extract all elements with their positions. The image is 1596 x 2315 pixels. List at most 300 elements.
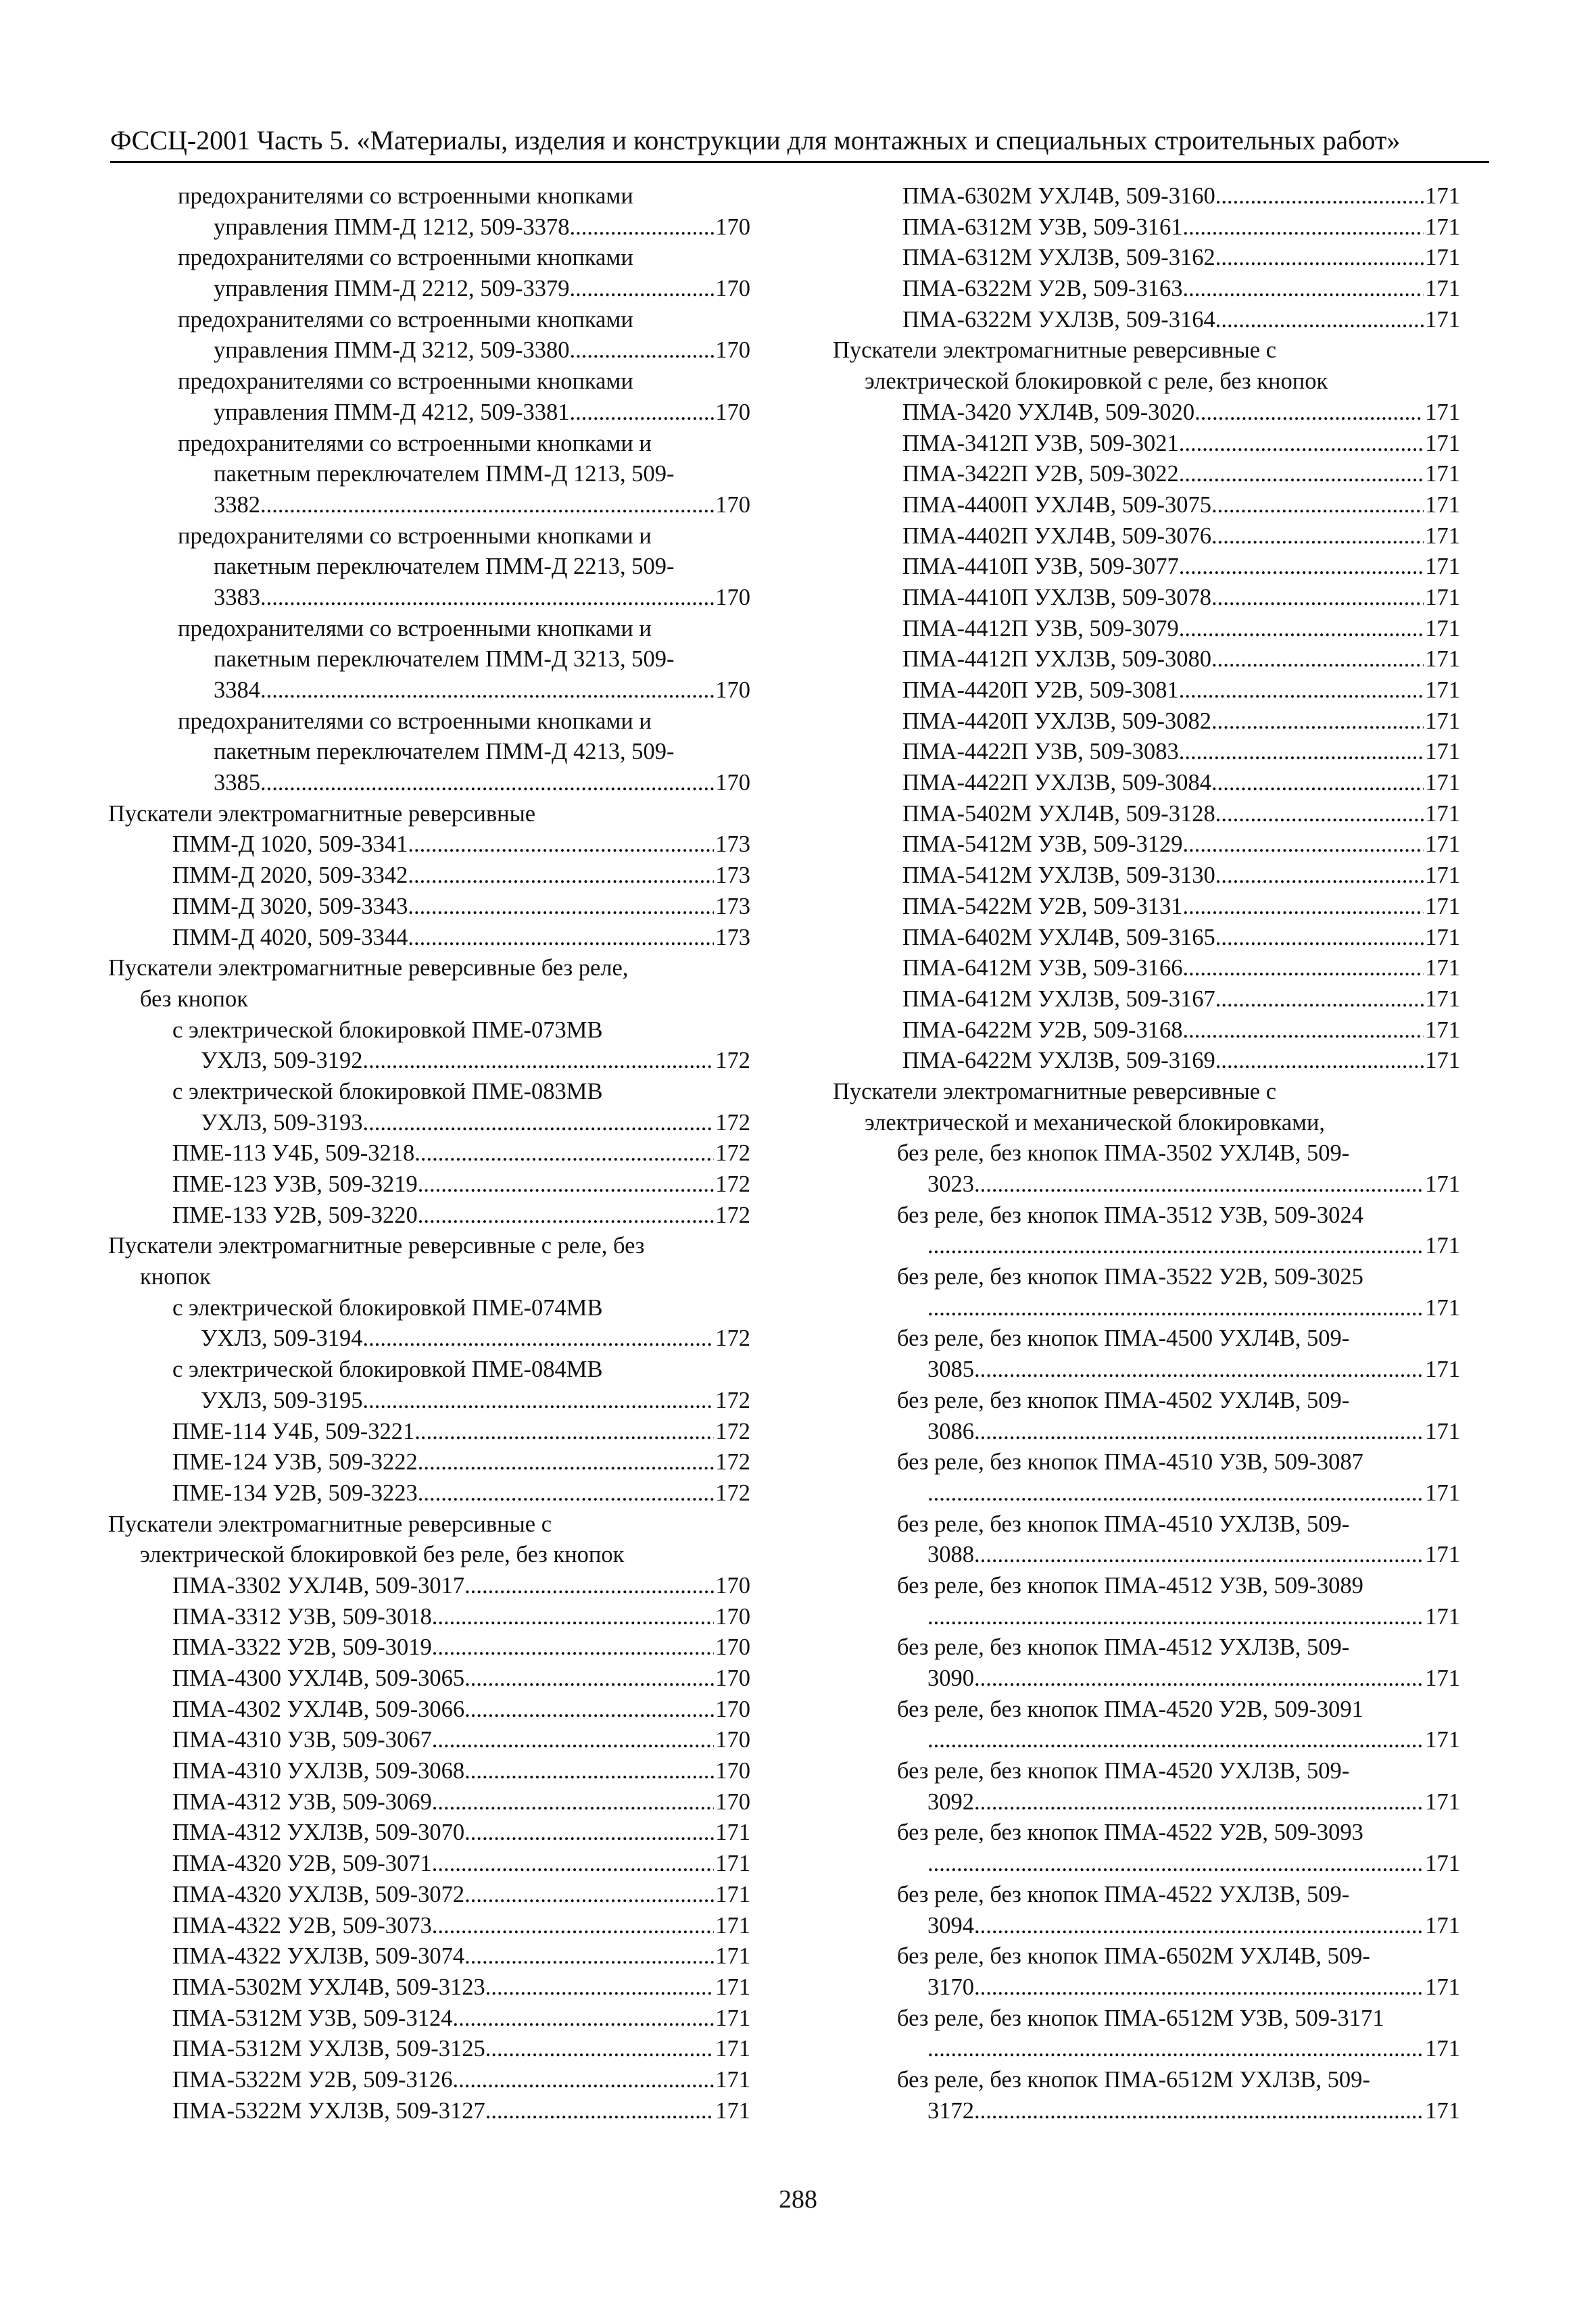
- index-entry: [108, 305, 750, 336]
- index-entry-text: ПМА-3312 У3В, 509-3018: [172, 1603, 432, 1630]
- dot-leader: [1215, 1046, 1424, 1077]
- index-entry-text: 3170: [927, 1974, 974, 2000]
- index-entry-text: предохранителями со встроенными кнопками и: [178, 522, 652, 549]
- index-entry-text: с электрической блокировкой ПМЕ-074МВ: [172, 1294, 603, 1321]
- dot-leader: [569, 335, 714, 366]
- index-entry: [833, 366, 1460, 397]
- index-entry-page: 170: [715, 677, 750, 703]
- index-entry-page: 171: [1425, 584, 1460, 610]
- index-entry-page: 171: [715, 1943, 750, 1970]
- dot-leader: [1179, 675, 1424, 706]
- index-entry-text: без реле, без кнопок ПМА-4510 УХЛ3В, 509-: [897, 1511, 1350, 1537]
- dot-leader: [927, 1478, 1424, 1509]
- index-entry: [833, 583, 1460, 614]
- index-entry: [108, 675, 750, 706]
- index-entry: [108, 1355, 750, 1386]
- index-entry-page: 171: [1425, 893, 1460, 919]
- index-entry-text: 3092: [927, 1788, 974, 1815]
- index-entry: [833, 1818, 1460, 1849]
- index-entry-page: 173: [715, 924, 750, 950]
- index-entry-text: ПМА-6312М УХЛ3В, 509-3162: [902, 245, 1215, 271]
- index-entry-text: ПММ-Д 3020, 509-3343: [172, 893, 408, 919]
- index-entry: [108, 429, 750, 460]
- index-entry-page: 172: [715, 1325, 750, 1352]
- index-entry: [108, 274, 750, 305]
- index-entry-page: 171: [715, 1820, 750, 1846]
- index-entry-text: ПММ-Д 1020, 509-3341: [172, 831, 408, 858]
- index-entry-text: Пускатели электромагнитные реверсивные с: [833, 1078, 1277, 1104]
- index-entry: [833, 829, 1460, 860]
- index-entry-text: ПМА-4400П УХЛ4В, 509-3075: [902, 491, 1212, 518]
- index-entry-text: ПММ-Д 2020, 509-3342: [172, 862, 408, 889]
- index-entry-text: 3383: [214, 584, 260, 610]
- index-entry: [108, 1880, 750, 1911]
- index-entry-text: ПМА-4320 УХЛ3В, 509-3072: [172, 1881, 465, 1907]
- index-entry-page: 171: [1425, 214, 1460, 240]
- index-entry: [833, 1386, 1460, 1417]
- index-entry-page: 171: [715, 1912, 750, 1939]
- dot-leader: [485, 1972, 714, 2003]
- index-entry: [108, 1138, 750, 1169]
- index-entry: [833, 429, 1460, 460]
- index-entry-text: электрической и механической блокировками,: [865, 1109, 1326, 1136]
- index-entry: [833, 1941, 1460, 1972]
- index-entry: [833, 768, 1460, 799]
- index-entry: [833, 644, 1460, 675]
- dot-leader: [974, 1417, 1424, 1448]
- index-entry-text: с электрической блокировкой ПМЕ-083МВ: [172, 1078, 603, 1104]
- index-entry-text: предохранителями со встроенными кнопками и: [178, 430, 652, 456]
- dot-leader: [464, 1941, 714, 1972]
- index-entry-text: ПМА-6422М У2В, 509-3168: [902, 1017, 1183, 1043]
- index-entry-text: ПМА-4300 УХЛ4В, 509-3065: [172, 1665, 465, 1691]
- index-entry: [833, 521, 1460, 552]
- index-entry-page: 171: [1425, 2036, 1460, 2062]
- index-entry: [108, 768, 750, 799]
- index-entry-page: 171: [1425, 1603, 1460, 1630]
- running-header: ФССЦ-2001 Часть 5. «Материалы, изделия и конструкции для монтажных и специальных строительных работ»: [110, 123, 1489, 163]
- index-entry: [108, 860, 750, 892]
- index-entry-text: ПМА-4320 У2В, 509-3071: [172, 1851, 432, 1877]
- dot-leader: [569, 212, 714, 243]
- dot-leader: [974, 1787, 1424, 1818]
- index-entry: [108, 2065, 750, 2096]
- index-entry: [833, 1695, 1460, 1726]
- index-entry-text: ПМЕ-113 У4Б, 509-3218: [172, 1140, 415, 1167]
- index-entry-text: ПМА-6412М У3В, 509-3166: [902, 955, 1183, 981]
- index-entry: [108, 799, 750, 830]
- index-entry: [833, 2034, 1460, 2065]
- dot-leader: [927, 1231, 1424, 1262]
- index-entry-text: ПМА-4310 УХЛ3В, 509-3068: [172, 1758, 465, 1784]
- index-entry-page: 171: [1425, 924, 1460, 950]
- index-entry-page: 171: [1425, 306, 1460, 333]
- index-entry: [108, 984, 750, 1015]
- index-entry: [108, 892, 750, 923]
- index-entry-page: 171: [1425, 770, 1460, 796]
- index-entry: [108, 459, 750, 490]
- index-entry: [108, 1941, 750, 1972]
- index-entry: [108, 1015, 750, 1046]
- dot-leader: [1182, 274, 1424, 305]
- index-entry-text: 3382: [214, 491, 260, 518]
- index-entry-page: 173: [715, 831, 750, 858]
- dot-leader: [1211, 490, 1424, 521]
- index-entry: [108, 1663, 750, 1695]
- index-entry-page: 171: [1425, 1480, 1460, 1506]
- index-entry: [108, 1478, 750, 1509]
- index-entry: [833, 1015, 1460, 1046]
- dot-leader: [1215, 860, 1424, 892]
- dot-leader: [362, 1046, 714, 1077]
- index-entry-text: 3384: [214, 677, 260, 703]
- dot-leader: [1215, 181, 1424, 212]
- index-entry: [833, 274, 1460, 305]
- index-entry-text: предохранителями со встроенными кнопками: [178, 306, 633, 333]
- dot-leader: [464, 1663, 714, 1695]
- dot-leader: [418, 1478, 715, 1509]
- dot-leader: [408, 860, 714, 892]
- index-entry: [833, 675, 1460, 706]
- index-entry: [108, 1602, 750, 1633]
- index-entry: [108, 1509, 750, 1540]
- index-entry: [833, 335, 1460, 366]
- dot-leader: [927, 1293, 1424, 1324]
- index-entry: [108, 1818, 750, 1849]
- page-number: 288: [779, 2185, 817, 2214]
- index-entry-text: ПМА-4420П У2В, 509-3081: [902, 677, 1179, 703]
- dot-leader: [485, 2034, 714, 2065]
- index-entry-text: ПМА-4322 У2В, 509-3073: [172, 1912, 432, 1939]
- index-entry-text: ПМА-6422М УХЛ3В, 509-3169: [902, 1048, 1215, 1074]
- index-entry-page: 172: [715, 1109, 750, 1136]
- index-entry: [833, 1046, 1460, 1077]
- index-entry: [833, 953, 1460, 984]
- index-entry: [833, 1262, 1460, 1293]
- index-entry-text: предохранителями со встроенными кнопками: [178, 245, 633, 271]
- index-entry-text: без реле, без кнопок ПМА-4520 УХЛ3В, 509-: [897, 1758, 1350, 1784]
- index-entry: [108, 1293, 750, 1324]
- index-entry: [108, 212, 750, 243]
- index-entry-page: 171: [1425, 985, 1460, 1012]
- index-entry-text: УХЛ3, 509-3194: [201, 1325, 363, 1352]
- index-entry: [833, 737, 1460, 768]
- index-entry-text: ПМА-6322М УХЛ3В, 509-3164: [902, 306, 1215, 333]
- dot-leader: [1182, 1015, 1424, 1046]
- index-entry: [108, 923, 750, 954]
- index-entry: [108, 1077, 750, 1108]
- index-entry-text: пакетным переключателем ПММ-Д 2213, 509-: [214, 554, 675, 580]
- index-entry: [833, 1417, 1460, 1448]
- index-entry-page: 172: [715, 1202, 750, 1228]
- index-entry-page: 172: [715, 1449, 750, 1476]
- index-entry-page: 171: [1425, 554, 1460, 580]
- index-entry-page: 171: [1425, 1233, 1460, 1259]
- index-entry-text: управления ПММ-Д 2212, 509-3379: [214, 276, 570, 302]
- index-entry: [108, 521, 750, 552]
- index-entry: [108, 1447, 750, 1478]
- index-entry: [108, 2034, 750, 2065]
- index-entry: [833, 614, 1460, 645]
- index-entry-page: 171: [1425, 399, 1460, 425]
- dot-leader: [414, 1417, 714, 1448]
- dot-leader: [1182, 892, 1424, 923]
- index-entry: [108, 1632, 750, 1663]
- dot-leader: [418, 1169, 715, 1200]
- index-entry-text: ПМА-5312М УХЛ3В, 509-3125: [172, 2036, 485, 2062]
- dot-leader: [1211, 768, 1424, 799]
- index-entry-page: 171: [1425, 862, 1460, 889]
- index-entry: [833, 552, 1460, 583]
- dot-leader: [974, 1911, 1424, 1942]
- dot-leader: [927, 2034, 1424, 2065]
- index-entry-text: ПМА-6302М УХЛ4В, 509-3160: [902, 183, 1215, 209]
- index-entry-page: 171: [715, 1974, 750, 2000]
- dot-leader: [260, 768, 714, 799]
- index-entry-page: 170: [715, 1758, 750, 1784]
- index-entry-text: ПМА-3322 У2В, 509-3019: [172, 1634, 432, 1661]
- index-entry-page: 172: [715, 1140, 750, 1167]
- index-entry: [833, 1077, 1460, 1108]
- index-entry: [833, 1849, 1460, 1880]
- index-entry-text: ПМА-4410П У3В, 509-3077: [902, 554, 1179, 580]
- dot-leader: [432, 1911, 714, 1942]
- dot-leader: [1211, 521, 1424, 552]
- dot-leader: [418, 1200, 715, 1232]
- dot-leader: [362, 1108, 714, 1139]
- index-entry-page: 171: [715, 2005, 750, 2031]
- index-entry-page: 173: [715, 893, 750, 919]
- index-entry-text: ПМА-4322 УХЛ3В, 509-3074: [172, 1943, 465, 1970]
- index-entry: [108, 614, 750, 645]
- index-entry: [833, 860, 1460, 892]
- dot-leader: [260, 490, 714, 521]
- index-entry: [108, 490, 750, 521]
- index-entry-text: 3090: [927, 1665, 974, 1691]
- index-entry: [833, 1231, 1460, 1262]
- dot-leader: [974, 1169, 1424, 1200]
- index-entry-text: без реле, без кнопок ПМА-4512 УХЛ3В, 509-: [897, 1634, 1350, 1661]
- index-entry-text: ПМЕ-124 У3В, 509-3222: [172, 1449, 418, 1476]
- index-entry-page: 170: [715, 337, 750, 364]
- index-entry-text: Пускатели электромагнитные реверсивные с: [833, 337, 1277, 364]
- index-entry-text: Пускатели электромагнитные реверсивные без реле,: [108, 955, 629, 981]
- index-entry-page: 171: [1425, 1017, 1460, 1043]
- index-entry-text: ПМА-3420 УХЛ4В, 509-3020: [902, 399, 1195, 425]
- index-entry-text: пакетным переключателем ПММ-Д 3213, 509-: [214, 646, 675, 673]
- index-entry: [108, 1323, 750, 1355]
- dot-leader: [974, 2096, 1424, 2127]
- dot-leader: [464, 1880, 714, 1911]
- dot-leader: [1179, 429, 1424, 460]
- index-entry: [108, 1417, 750, 1448]
- index-entry: [833, 397, 1460, 429]
- dot-leader: [974, 1540, 1424, 1571]
- index-entry-page: 172: [715, 1480, 750, 1506]
- index-entry-text: пакетным переключателем ПММ-Д 4213, 509-: [214, 739, 675, 765]
- dot-leader: [432, 1849, 714, 1880]
- index-entry-page: 171: [715, 2066, 750, 2093]
- index-entry-page: 171: [1425, 739, 1460, 765]
- index-entry-text: УХЛ3, 509-3192: [201, 1048, 363, 1074]
- index-entry: [108, 1108, 750, 1139]
- index-entry-page: 171: [1425, 1974, 1460, 2000]
- index-entry-text: ПМА-3422П У2В, 509-3022: [902, 461, 1179, 487]
- dot-leader: [418, 1447, 715, 1478]
- dot-leader: [1194, 397, 1424, 429]
- index-entry-text: Пускатели электромагнитные реверсивные: [108, 800, 536, 827]
- index-entry: [108, 1849, 750, 1880]
- index-entry-text: управления ПММ-Д 1212, 509-3378: [214, 214, 570, 240]
- dot-leader: [464, 1818, 714, 1849]
- index-entry-text: без реле, без кнопок ПМА-3512 У3В, 509-3024: [897, 1202, 1363, 1228]
- index-entry: [833, 1571, 1460, 1602]
- index-entry-text: ПМА-4412П У3В, 509-3079: [902, 615, 1179, 641]
- index-entry-text: предохранителями со встроенными кнопками и: [178, 615, 652, 641]
- index-entry-text: без кнопок: [140, 985, 249, 1012]
- index-entry: [833, 490, 1460, 521]
- index-entry: [833, 923, 1460, 954]
- index-entry: [833, 2096, 1460, 2127]
- index-entry-text: ПМА-5422М У2В, 509-3131: [902, 893, 1183, 919]
- dot-leader: [464, 1571, 714, 1602]
- dot-leader: [974, 1355, 1424, 1386]
- index-entry: [833, 1756, 1460, 1787]
- index-entry-page: 170: [715, 1696, 750, 1722]
- dot-leader: [927, 1849, 1424, 1880]
- index-entry-page: 172: [715, 1387, 750, 1413]
- index-entry-text: ПМЕ-133 У2В, 509-3220: [172, 1202, 418, 1228]
- index-entry: [833, 1108, 1460, 1139]
- index-entry-page: 170: [715, 1572, 750, 1599]
- index-entry-page: 171: [1425, 831, 1460, 858]
- index-entry-text: управления ПММ-Д 4212, 509-3381: [214, 399, 570, 425]
- index-entry-text: без реле, без кнопок ПМА-6502М УХЛ4В, 509-: [897, 1943, 1370, 1970]
- index-entry: [833, 1663, 1460, 1695]
- index-entry: [108, 1787, 750, 1818]
- index-entry-page: 171: [715, 1881, 750, 1907]
- index-entry-page: 171: [1425, 522, 1460, 549]
- index-column-right: [833, 181, 1460, 2126]
- index-entry: [833, 1725, 1460, 1756]
- index-entry: [108, 1540, 750, 1571]
- index-entry-page: 172: [715, 1171, 750, 1197]
- index-entry: [108, 552, 750, 583]
- index-entry-text: без реле, без кнопок ПМА-4522 УХЛ3В, 509-: [897, 1881, 1350, 1907]
- index-entry: [833, 243, 1460, 274]
- index-entry: [833, 1447, 1460, 1478]
- index-entry-text: ПМА-4422П У3В, 509-3083: [902, 739, 1179, 765]
- dot-leader: [1215, 243, 1424, 274]
- index-entry-page: 171: [1425, 276, 1460, 302]
- index-entry-page: 170: [715, 491, 750, 518]
- index-entry-page: 171: [1425, 1294, 1460, 1321]
- index-entry-text: без реле, без кнопок ПМА-4520 У2В, 509-3091: [897, 1696, 1363, 1722]
- index-entry-text: предохранителями со встроенными кнопками: [178, 183, 633, 209]
- index-entry: [108, 1046, 750, 1077]
- index-entry-text: ПМА-4420П УХЛ3В, 509-3082: [902, 708, 1212, 734]
- index-entry-page: 170: [715, 1665, 750, 1691]
- index-entry-page: 171: [1425, 461, 1460, 487]
- index-entry-text: ПММ-Д 4020, 509-3344: [172, 924, 408, 950]
- dot-leader: [432, 1602, 714, 1633]
- dot-leader: [414, 1138, 714, 1169]
- index-entry-page: 171: [1425, 800, 1460, 827]
- index-entry-text: ПМА-5412М УХЛ3В, 509-3130: [902, 862, 1215, 889]
- index-entry-text: ПМА-4412П УХЛ3В, 509-3080: [902, 646, 1212, 673]
- index-entry-page: 170: [715, 276, 750, 302]
- dot-leader: [362, 1386, 714, 1417]
- index-entry-text: ПМА-6312М У3В, 509-3161: [902, 214, 1183, 240]
- index-entry: [833, 212, 1460, 243]
- index-entry-page: 170: [715, 584, 750, 610]
- index-entry-page: 170: [715, 214, 750, 240]
- dot-leader: [569, 274, 714, 305]
- dot-leader: [408, 923, 714, 954]
- dot-leader: [464, 1756, 714, 1787]
- index-entry-page: 171: [1425, 491, 1460, 518]
- dot-leader: [362, 1323, 714, 1355]
- index-entry-text: 3172: [927, 2097, 974, 2124]
- dot-leader: [452, 2003, 714, 2034]
- index-entry-text: электрической блокировкой с реле, без кнопок: [865, 368, 1328, 395]
- index-entry: [833, 1632, 1460, 1663]
- index-entry-text: УХЛ3, 509-3193: [201, 1109, 363, 1136]
- index-entry: [108, 2096, 750, 2127]
- index-entry: [108, 1200, 750, 1232]
- index-entry: [833, 181, 1460, 212]
- index-entry: [108, 829, 750, 860]
- index-entry: [833, 1323, 1460, 1355]
- dot-leader: [408, 829, 714, 860]
- index-entry: [108, 644, 750, 675]
- index-entry: [108, 1571, 750, 1602]
- index-entry-page: 170: [715, 1603, 750, 1630]
- dot-leader: [1179, 737, 1424, 768]
- dot-leader: [260, 675, 714, 706]
- index-entry: [108, 335, 750, 366]
- index-entry: [833, 1169, 1460, 1200]
- index-entry-text: ПМА-6322М У2В, 509-3163: [902, 276, 1183, 302]
- index-entry: [108, 181, 750, 212]
- index-entry-text: ПМА-4310 У3В, 509-3067: [172, 1727, 432, 1753]
- index-entry: [108, 1725, 750, 1756]
- index-entry-page: 171: [1425, 245, 1460, 271]
- index-entry-page: 171: [1425, 430, 1460, 456]
- index-entry: [108, 1911, 750, 1942]
- index-entry-page: 171: [1425, 1912, 1460, 1939]
- index-entry-text: без реле, без кнопок ПМА-6512М У3В, 509-3171: [897, 2005, 1384, 2031]
- index-entry-page: 171: [1425, 677, 1460, 703]
- index-entry: [833, 2065, 1460, 2096]
- index-entry-text: без реле, без кнопок ПМА-4522 У2В, 509-3093: [897, 1820, 1363, 1846]
- index-entry-page: 171: [1425, 708, 1460, 734]
- index-entry-text: ПМА-4302 УХЛ4В, 509-3066: [172, 1696, 465, 1722]
- index-entry: [833, 1540, 1460, 1571]
- dot-leader: [260, 583, 714, 614]
- index-entry-text: ПМА-5412М У3В, 509-3129: [902, 831, 1183, 858]
- index-entry-text: без реле, без кнопок ПМА-4510 У3В, 509-3087: [897, 1449, 1363, 1476]
- index-entry-text: 3088: [927, 1542, 974, 1568]
- index-entry: [108, 1169, 750, 1200]
- index-entry: [833, 305, 1460, 336]
- index-entry-text: Пускатели электромагнитные реверсивные с реле, без: [108, 1233, 645, 1259]
- index-entry-text: без реле, без кнопок ПМА-4500 УХЛ4В, 509-: [897, 1325, 1350, 1352]
- index-entry: [833, 706, 1460, 737]
- dot-leader: [1215, 799, 1424, 830]
- index-entry-text: ПМА-3302 УХЛ4В, 509-3017: [172, 1572, 465, 1599]
- dot-leader: [432, 1725, 714, 1756]
